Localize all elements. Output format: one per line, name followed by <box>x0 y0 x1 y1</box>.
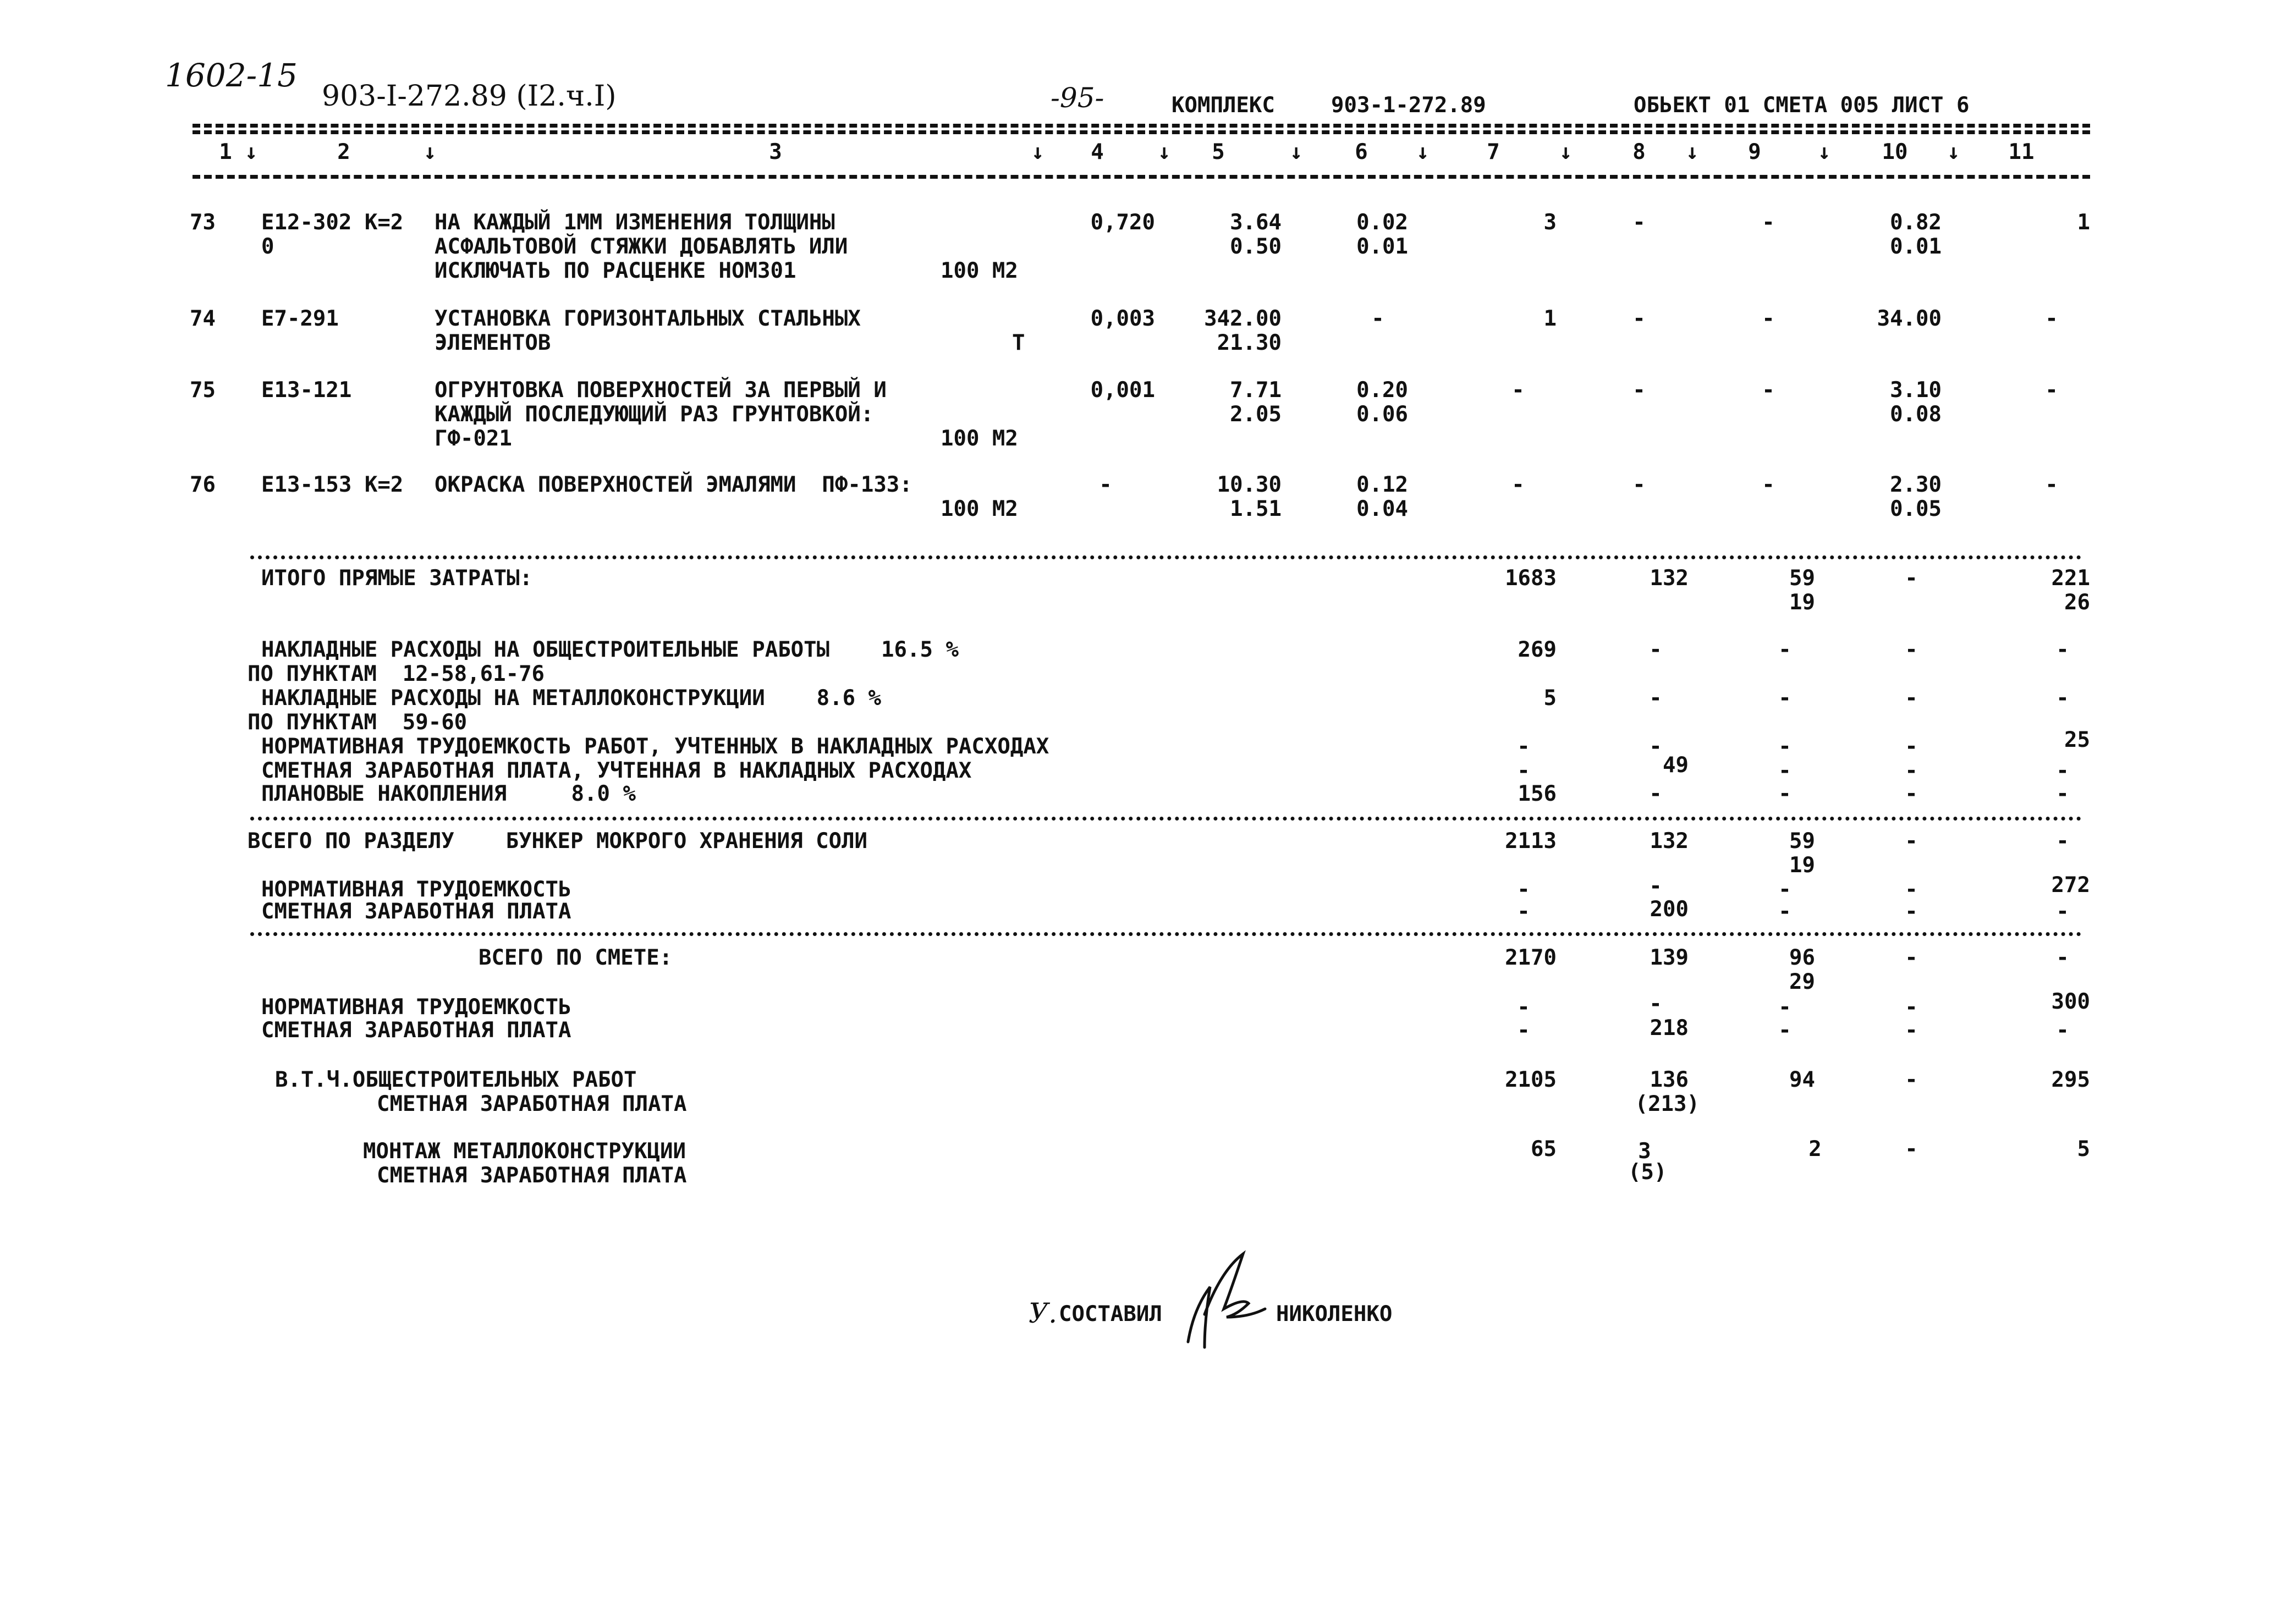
wage-label: СМЕТНАЯ ЗАРАБОТНАЯ ПЛАТА <box>261 899 571 924</box>
cell-c10: 3.10 <box>1890 378 1942 403</box>
overhead-sub: ПО ПУНКТАМ 59-60 <box>248 710 468 735</box>
composed-label: СОСТАВИЛ <box>1059 1302 1162 1326</box>
cell-c5b: 21.30 <box>1217 331 1282 355</box>
metal-sub: СМЕТНАЯ ЗАРАБОТНАЯ ПЛАТА <box>377 1163 687 1188</box>
cell-c11: 5 <box>2077 1137 2090 1161</box>
cell-c7: - <box>1511 378 1525 403</box>
section-label: ВСЕГО ПО РАЗДЕЛУ БУНКЕР МОКРОГО ХРАНЕНИЯ СОЛИ <box>248 829 868 854</box>
cell-c10b: 0.05 <box>1890 497 1942 521</box>
cell-c8: - <box>1649 781 1662 806</box>
col-11: 11 <box>2008 140 2035 164</box>
cell-c10: - <box>1905 829 1918 854</box>
cell-c11: - <box>2045 472 2058 497</box>
col-separator: ↓ <box>1416 140 1430 164</box>
cell-c11: - <box>2056 1018 2069 1043</box>
row-code: Е12-302 К=2 <box>261 210 404 235</box>
general-label: В.Т.Ч.ОБЩЕСТРОИТЕЛЬНЫХ РАБОТ <box>275 1067 637 1092</box>
cell-c10: - <box>1905 945 1918 970</box>
cell-c9b: 19 <box>1789 853 1815 878</box>
cell-c11: - <box>2056 637 2069 662</box>
cell-c9: 59 <box>1789 829 1815 854</box>
cell-c9: - <box>1778 686 1791 711</box>
cell-c4: - <box>1099 472 1112 497</box>
cell-c9: - <box>1778 734 1791 759</box>
row-description: УСТАНОВКА ГОРИЗОНТАЛЬНЫХ СТАЛЬНЫХ <box>435 306 861 331</box>
cell-c8: - <box>1649 686 1662 711</box>
top-rule-2 <box>193 130 2090 134</box>
cell-c8b: (213) <box>1635 1092 1700 1116</box>
cell-c6b: 0.01 <box>1356 234 1408 259</box>
plan-label: ПЛАНОВЫЕ НАКОПЛЕНИЯ 8.0 % <box>261 781 636 806</box>
cell-c8: - <box>1632 306 1646 331</box>
cell-c9: 2 <box>1808 1137 1822 1161</box>
row-number: 76 <box>190 472 216 497</box>
row-code: Е13-153 К=2 <box>261 472 404 497</box>
cell-c9: 94 <box>1789 1067 1815 1092</box>
col-separator: ↓ <box>1158 140 1171 164</box>
cell-c11: - <box>2056 758 2069 783</box>
cell-c6: 0.02 <box>1356 210 1408 235</box>
cell-c9: - <box>1778 995 1791 1020</box>
col-6: 6 <box>1355 140 1368 164</box>
cell-c8: 3 <box>1638 1139 1651 1164</box>
col-2: 2 <box>337 140 350 164</box>
cell-c10: - <box>1905 1137 1918 1161</box>
cell-c8: 136 <box>1650 1067 1689 1092</box>
cell-c7: - <box>1517 899 1530 924</box>
cell-c6: 0.20 <box>1356 378 1408 403</box>
cell-c8b: (5) <box>1628 1160 1667 1185</box>
dotted-separator <box>250 555 2082 559</box>
cell-c9: - <box>1762 210 1775 235</box>
cell-c9: - <box>1762 306 1775 331</box>
handwritten-number: 1602-15 <box>165 57 298 94</box>
cell-c8: - <box>1649 734 1662 759</box>
row-code-2: 0 <box>261 234 274 259</box>
smeta-label: ВСЕГО ПО СМЕТЕ: <box>479 945 673 970</box>
general-sub: СМЕТНАЯ ЗАРАБОТНАЯ ПЛАТА <box>377 1092 687 1116</box>
cell-c7: 2113 <box>1505 829 1557 854</box>
cell-c5b: 1.51 <box>1230 497 1282 521</box>
col-5: 5 <box>1212 140 1225 164</box>
cell-c10b: 0.08 <box>1890 402 1942 427</box>
header-rule <box>193 175 2090 179</box>
cell-c8: - <box>1632 210 1646 235</box>
cell-c9: - <box>1778 781 1791 806</box>
cell-c9b: 29 <box>1789 970 1815 994</box>
cell-c9: - <box>1762 378 1775 403</box>
cell-c10: 34.00 <box>1877 306 1942 331</box>
cell-c11: 221 <box>2051 566 2090 591</box>
col-9: 9 <box>1748 140 1761 164</box>
row-unit: Т <box>1012 331 1025 355</box>
cell-c9: - <box>1778 899 1791 924</box>
col-separator: ↓ <box>424 140 437 164</box>
cell-c7: - <box>1517 758 1530 783</box>
wage-label: СМЕТНАЯ ЗАРАБОТНАЯ ПЛАТА, УЧТЕННАЯ В НАКЛАДНЫХ РАСХОДАХ <box>261 758 972 783</box>
row-code: Е13-121 <box>261 378 352 403</box>
col-separator: ↓ <box>1031 140 1044 164</box>
page-mark: -95- <box>1051 82 1104 114</box>
cell-c11: 295 <box>2051 1067 2090 1092</box>
cell-c7: - <box>1517 995 1530 1020</box>
cell-c7: 2170 <box>1505 945 1557 970</box>
row-number: 73 <box>190 210 216 235</box>
cell-c11: 25 <box>2064 728 2090 752</box>
cell-c9: - <box>1778 877 1791 902</box>
complex-label: КОМПЛЕКС <box>1172 93 1275 118</box>
col-4: 4 <box>1091 140 1104 164</box>
cell-c4: 0,720 <box>1090 210 1155 235</box>
cell-c5b: 2.05 <box>1230 402 1282 427</box>
col-separator: ↓ <box>1947 140 1960 164</box>
cell-c10: - <box>1905 1018 1918 1043</box>
cell-c9: 59 <box>1789 566 1815 591</box>
col-7: 7 <box>1487 140 1500 164</box>
cell-c8: 218 <box>1650 1016 1689 1041</box>
row-unit: 100 М2 <box>941 258 1018 283</box>
row-number: 74 <box>190 306 216 331</box>
cell-c7: 1 <box>1543 306 1557 331</box>
cell-c7: 269 <box>1518 637 1557 662</box>
row-unit: 100 М2 <box>941 426 1018 451</box>
cell-c10: - <box>1905 758 1918 783</box>
cell-c5b: 0.50 <box>1230 234 1282 259</box>
cell-c7: 3 <box>1543 210 1557 235</box>
cell-c10: - <box>1905 877 1918 902</box>
cell-c11: 1 <box>2077 210 2090 235</box>
author-name: НИКОЛЕНКО <box>1276 1302 1393 1326</box>
cell-c8: - <box>1632 472 1646 497</box>
cell-c8: 132 <box>1650 829 1689 854</box>
cell-c10: 0.82 <box>1890 210 1942 235</box>
document-code: 903-I-272.89 (I2.ч.I) <box>322 80 617 113</box>
row-unit: 100 М2 <box>941 497 1018 521</box>
row-description: ГФ-021 <box>435 426 512 451</box>
cell-c8: 200 <box>1650 897 1689 922</box>
cell-c7: - <box>1517 877 1530 902</box>
cell-c7: 2105 <box>1505 1067 1557 1092</box>
row-description: НА КАЖДЫЙ 1ММ ИЗМЕНЕНИЯ ТОЛЩИНЫ <box>435 210 835 235</box>
col-10: 10 <box>1882 140 1908 164</box>
cell-c11: - <box>2045 306 2058 331</box>
cell-c11: - <box>2045 378 2058 403</box>
cell-c10: - <box>1905 734 1918 759</box>
col-separator: ↓ <box>245 140 258 164</box>
metal-label: МОНТАЖ МЕТАЛЛОКОНСТРУКЦИИ <box>363 1139 686 1164</box>
cell-c11: 300 <box>2051 989 2090 1014</box>
col-8: 8 <box>1632 140 1646 164</box>
cell-c5: 10.30 <box>1217 472 1282 497</box>
cell-c9: 96 <box>1789 945 1815 970</box>
cell-c11: - <box>2056 945 2069 970</box>
handwritten-signature <box>1172 1248 1282 1358</box>
cell-c5: 3.64 <box>1230 210 1282 235</box>
cell-c10: - <box>1905 781 1918 806</box>
cell-c11: - <box>2056 829 2069 854</box>
cell-c11: - <box>2056 781 2069 806</box>
object-sheet-info: ОБЬЕКТ 01 СМЕТА 005 ЛИСТ 6 <box>1634 93 1970 118</box>
row-description: ОКРАСКА ПОВЕРХНОСТЕЙ ЭМАЛЯМИ ПФ-133: <box>435 472 912 497</box>
total-label: ИТОГО ПРЯМЫЕ ЗАТРАТЫ: <box>261 566 533 591</box>
cell-c10: - <box>1905 566 1918 591</box>
cell-c11b: 26 <box>2064 590 2090 615</box>
row-description: ИСКЛЮЧАТЬ ПО РАСЦЕНКЕ НОМ301 <box>435 258 796 283</box>
cell-c6b: 0.04 <box>1356 497 1408 521</box>
dotted-separator <box>250 817 2082 821</box>
cell-c9: - <box>1778 1018 1791 1043</box>
cell-c8: - <box>1649 637 1662 662</box>
dotted-separator <box>250 932 2082 936</box>
row-description: ЭЛЕМЕНТОВ <box>435 331 551 355</box>
cell-c10b: 0.01 <box>1890 234 1942 259</box>
cell-c4: 0,001 <box>1090 378 1155 403</box>
cell-c7: 1683 <box>1505 566 1557 591</box>
cell-c5: 7.71 <box>1230 378 1282 403</box>
wage-label: СМЕТНАЯ ЗАРАБОТНАЯ ПЛАТА <box>261 1018 571 1043</box>
col-separator: ↓ <box>1686 140 1699 164</box>
cell-c9b: 19 <box>1789 590 1815 615</box>
col-3: 3 <box>769 140 782 164</box>
cell-c6b: 0.06 <box>1356 402 1408 427</box>
cell-c9: - <box>1778 758 1791 783</box>
cell-c8: - <box>1649 874 1662 899</box>
cell-c9: - <box>1762 472 1775 497</box>
cell-c10: - <box>1905 686 1918 711</box>
cell-c10: - <box>1905 899 1918 924</box>
complex-code: 903-1-272.89 <box>1331 93 1486 118</box>
cell-c5: 342.00 <box>1204 306 1282 331</box>
cell-c11: 272 <box>2051 873 2090 898</box>
row-description: ОГРУНТОВКА ПОВЕРХНОСТЕЙ ЗА ПЕРВЫЙ И <box>435 378 887 403</box>
col-separator: ↓ <box>1818 140 1831 164</box>
cell-c11: - <box>2056 686 2069 711</box>
top-rule <box>193 124 2090 128</box>
cell-c9: - <box>1778 637 1791 662</box>
cell-c11: - <box>2056 899 2069 924</box>
cell-c7: 65 <box>1531 1137 1557 1161</box>
overhead-sub: ПО ПУНКТАМ 12-58,61-76 <box>248 662 545 686</box>
row-description: АСФАЛЬТОВОЙ СТЯЖКИ ДОБАВЛЯТЬ ИЛИ <box>435 234 848 259</box>
cell-c8: 139 <box>1650 945 1689 970</box>
row-description: КАЖДЫЙ ПОСЛЕДУЮЩИЙ РАЗ ГРУНТОВКОЙ: <box>435 402 874 427</box>
cell-c4: 0,003 <box>1090 306 1155 331</box>
col-separator: ↓ <box>1290 140 1303 164</box>
signature-mark: У. <box>1029 1297 1058 1329</box>
cell-c6: - <box>1371 306 1384 331</box>
col-separator: ↓ <box>1559 140 1573 164</box>
overhead-label: НАКЛАДНЫЕ РАСХОДЫ НА МЕТАЛЛОКОНСТРУКЦИИ 8.6 % <box>261 686 882 711</box>
cell-c8: - <box>1649 992 1662 1016</box>
cell-c7: 156 <box>1518 781 1557 806</box>
cell-c10: - <box>1905 637 1918 662</box>
cell-c8: - <box>1632 378 1646 403</box>
norm-labor-label: НОРМАТИВНАЯ ТРУДОЕМКОСТЬ РАБОТ, УЧТЕННЫХ В НАКЛАДНЫХ РАСХОДАХ <box>261 734 1049 759</box>
cell-c6: 0.12 <box>1356 472 1408 497</box>
row-number: 75 <box>190 378 216 403</box>
col-1: 1 <box>219 140 232 164</box>
cell-c10: - <box>1905 1067 1918 1092</box>
cell-c10: 2.30 <box>1890 472 1942 497</box>
cell-c7: 5 <box>1543 686 1557 711</box>
row-code: Е7-291 <box>261 306 339 331</box>
cell-c8: 49 <box>1663 753 1689 778</box>
overhead-label: НАКЛАДНЫЕ РАСХОДЫ НА ОБЩЕСТРОИТЕЛЬНЫЕ РАБОТЫ 16.5 % <box>261 637 959 662</box>
cell-c10: - <box>1905 995 1918 1020</box>
cell-c7: - <box>1517 734 1530 759</box>
cell-c7: - <box>1517 1018 1530 1043</box>
norm-label: НОРМАТИВНАЯ ТРУДОЕМКОСТЬ <box>261 995 571 1020</box>
cell-c8: 132 <box>1650 566 1689 591</box>
norm-label: НОРМАТИВНАЯ ТРУДОЕМКОСТЬ <box>261 877 571 902</box>
cell-c7: - <box>1511 472 1525 497</box>
